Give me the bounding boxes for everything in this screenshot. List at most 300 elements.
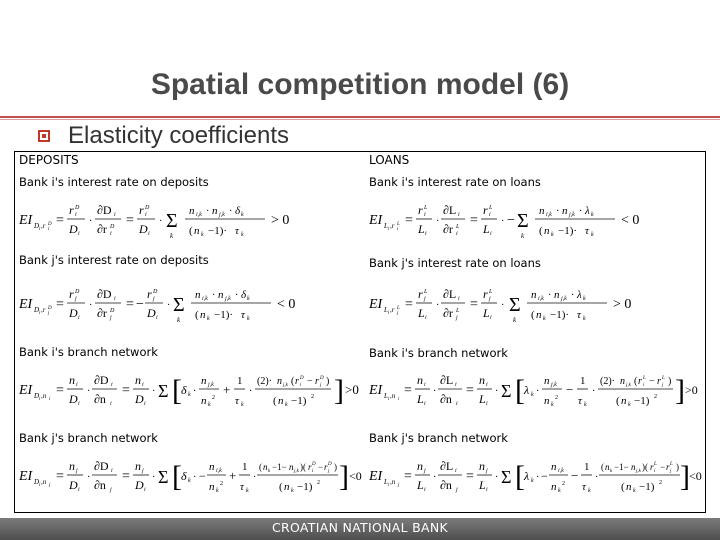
svg-text:EI: EI (19, 213, 33, 228)
svg-text:,r: ,r (41, 222, 46, 230)
svg-text:i: i (110, 231, 112, 237)
svg-text:k: k (591, 212, 594, 218)
svg-text:n: n (263, 462, 268, 472)
svg-text:D: D (48, 306, 52, 311)
svg-text:i: i (78, 231, 80, 237)
svg-text:∂r: ∂r (97, 306, 107, 320)
svg-text:∂r: ∂r (97, 222, 107, 236)
svg-text:·: · (495, 386, 499, 397)
square-bullet-icon (38, 130, 50, 142)
svg-text:i: i (388, 311, 390, 316)
svg-text:=: = (466, 469, 474, 484)
svg-text:2: 2 (311, 394, 314, 400)
svg-text:·: · (193, 386, 197, 397)
svg-text:n: n (551, 461, 557, 473)
svg-text:i: i (388, 483, 390, 488)
svg-text:∂D: ∂D (97, 203, 112, 217)
svg-text:r: r (666, 462, 670, 472)
svg-text:i: i (39, 311, 41, 316)
svg-text:·: · (501, 300, 505, 311)
svg-text:k: k (177, 316, 181, 324)
svg-text:r: r (295, 376, 299, 387)
deposits-label-2: Bank j's interest rate on deposits (19, 253, 209, 267)
svg-text:(: ( (616, 395, 620, 407)
svg-text:n: n (536, 309, 542, 321)
svg-text:n: n (544, 395, 550, 407)
svg-text:L: L (456, 224, 460, 230)
svg-text:k: k (268, 469, 271, 474)
svg-text:> 0: > 0 (613, 297, 632, 312)
svg-text:i,k: i,k (558, 468, 564, 474)
svg-text:k: k (591, 232, 594, 238)
svg-text:=: = (404, 383, 412, 398)
svg-text:D: D (34, 222, 40, 230)
svg-text:−: − (649, 376, 655, 387)
svg-text:·: · (436, 216, 440, 227)
svg-text:=: = (126, 297, 134, 312)
svg-text:L: L (397, 222, 400, 227)
svg-text:n: n (621, 395, 627, 407)
svg-text:n: n (277, 376, 282, 387)
svg-text:i: i (145, 212, 147, 218)
svg-text:·: · (495, 472, 499, 483)
svg-text:−1)·: −1)· (208, 225, 228, 237)
svg-text:i: i (48, 227, 50, 232)
svg-text:∂L: ∂L (440, 373, 454, 387)
svg-text:L: L (483, 222, 490, 236)
svg-text:i: i (456, 231, 458, 237)
svg-text:i: i (424, 401, 426, 407)
svg-text:L: L (483, 306, 490, 320)
svg-text:−: − (566, 382, 574, 397)
svg-text:D: D (139, 222, 148, 236)
svg-text:L: L (418, 306, 425, 320)
title-divider-shadow (0, 119, 720, 120)
svg-text:2: 2 (317, 480, 320, 486)
svg-text:i: i (425, 315, 427, 321)
svg-text:): ) (668, 376, 672, 387)
svg-text:]: ] (680, 460, 690, 493)
svg-text:L: L (489, 205, 493, 211)
svg-text:j: j (456, 315, 458, 321)
svg-text:1: 1 (242, 461, 248, 473)
svg-text:i: i (111, 382, 113, 388)
svg-text:k: k (531, 392, 534, 398)
svg-text:>0: >0 (345, 382, 359, 397)
svg-text:k: k (201, 232, 204, 238)
svg-text:k: k (531, 478, 534, 484)
deposits-formula-1 (19, 194, 349, 240)
svg-text:i: i (486, 401, 488, 407)
svg-text:2: 2 (654, 394, 657, 400)
svg-text:+: + (229, 468, 237, 483)
svg-text:n: n (539, 205, 545, 217)
svg-text:n: n (417, 373, 423, 387)
svg-text:i: i (75, 212, 77, 218)
svg-text:·: · (433, 472, 437, 483)
svg-text:∂n: ∂n (440, 392, 452, 406)
svg-text:2: 2 (212, 395, 215, 401)
svg-text:·: · (87, 472, 91, 483)
svg-text:L: L (384, 478, 388, 486)
svg-text:i: i (114, 296, 116, 302)
loans-formula-1 (369, 194, 699, 240)
svg-text:< 0: < 0 (621, 213, 640, 228)
svg-text:EI: EI (369, 469, 383, 484)
svg-text:,r: ,r (390, 222, 395, 230)
svg-text:k: k (247, 296, 250, 302)
svg-text:k: k (543, 316, 546, 322)
svg-text:i: i (39, 227, 41, 232)
svg-text:δ: δ (235, 205, 241, 217)
svg-text:n: n (289, 462, 294, 472)
svg-text:−1)·: −1)· (558, 225, 578, 237)
svg-text:−1)·: −1)· (550, 309, 570, 321)
svg-text:i: i (39, 397, 41, 402)
svg-text:−1): −1) (297, 481, 313, 493)
svg-text:,r: ,r (41, 306, 46, 314)
svg-text:i: i (424, 212, 426, 218)
svg-text:τ: τ (241, 309, 245, 321)
svg-text:∂L: ∂L (443, 287, 457, 301)
svg-text:·: · (152, 386, 156, 397)
svg-text:,n: ,n (41, 478, 47, 486)
svg-text:D: D (69, 478, 78, 492)
loans-formula-2 (369, 278, 699, 324)
svg-text:[: [ (172, 374, 182, 407)
svg-text:L: L (424, 205, 428, 211)
svg-text:i: i (114, 212, 116, 218)
deposits-formula-4 (19, 450, 365, 500)
svg-text:·: · (159, 216, 163, 227)
svg-text:−: − (571, 468, 579, 483)
svg-text:k: k (241, 212, 244, 218)
svg-text:·: · (433, 386, 437, 397)
svg-text:L: L (384, 222, 388, 230)
svg-text:,n: ,n (390, 478, 396, 486)
svg-text:L: L (417, 478, 424, 492)
svg-text:[: [ (515, 374, 525, 407)
svg-text:j: j (397, 311, 399, 316)
svg-text:j,k: j,k (569, 212, 575, 218)
svg-text:∂r: ∂r (443, 306, 453, 320)
svg-text:n: n (135, 373, 141, 387)
svg-text:i,k: i,k (196, 212, 202, 218)
svg-text:L: L (643, 376, 646, 381)
svg-text:=: = (470, 213, 478, 228)
svg-text:n: n (479, 373, 485, 387)
bullet-row (38, 122, 289, 150)
svg-text:L: L (654, 462, 657, 467)
svg-text:,n: ,n (41, 392, 47, 400)
svg-text:j,k: j,k (294, 469, 299, 474)
svg-text:n: n (417, 459, 423, 473)
svg-text:i: i (425, 231, 427, 237)
svg-text:i: i (148, 231, 150, 237)
svg-text:j: j (670, 469, 672, 474)
svg-text:D: D (153, 289, 158, 295)
svg-text:j: j (49, 483, 51, 488)
svg-text:i: i (489, 212, 491, 218)
svg-text:n: n (284, 481, 290, 493)
svg-text:·: · (193, 472, 197, 483)
svg-text:∂D: ∂D (94, 373, 109, 387)
svg-text:(: ( (621, 481, 625, 493)
svg-text:k: k (584, 402, 587, 408)
loans-label-2: Bank j's interest rate on loans (369, 256, 541, 270)
svg-text:k: k (633, 488, 636, 494)
svg-text:k: k (285, 402, 288, 408)
svg-text:·: · (229, 206, 233, 217)
svg-text:−: − (307, 376, 313, 387)
svg-text:]: ] (339, 460, 349, 493)
svg-text:τ: τ (585, 225, 589, 237)
svg-text:τ: τ (577, 309, 581, 321)
svg-text:D: D (110, 308, 115, 314)
svg-text:j: j (489, 296, 491, 302)
svg-text:r: r (69, 203, 74, 217)
svg-text:,n: ,n (390, 392, 396, 400)
svg-text:r: r (315, 376, 319, 387)
svg-text:n: n (531, 289, 537, 301)
svg-text:1: 1 (584, 461, 590, 473)
svg-text:r: r (657, 376, 661, 387)
svg-text:k: k (247, 316, 250, 322)
svg-text:Σ: Σ (509, 294, 521, 316)
svg-text:Σ: Σ (158, 381, 169, 401)
svg-text:j,k: j,k (208, 382, 214, 388)
svg-text:·: · (249, 386, 253, 397)
svg-text:k: k (521, 232, 525, 240)
svg-text:D: D (75, 289, 80, 295)
svg-text:·: · (235, 290, 239, 301)
svg-text:=: = (56, 383, 64, 398)
loans-heading: LOANS (369, 153, 410, 167)
loans-label-4: Bank j's branch network (369, 431, 508, 445)
svg-text:n: n (209, 461, 215, 473)
svg-text:Σ: Σ (517, 210, 529, 232)
svg-text:n: n (554, 289, 560, 301)
svg-text:=: = (404, 469, 412, 484)
elasticity-panel (14, 151, 706, 513)
svg-text:·: · (548, 290, 552, 301)
svg-text:D: D (34, 478, 40, 486)
svg-text:i: i (39, 483, 41, 488)
svg-text:∂L: ∂L (443, 203, 457, 217)
svg-text:Σ: Σ (501, 381, 512, 401)
deposits-label-1: Bank i's interest rate on deposits (19, 175, 209, 189)
svg-text:L: L (424, 289, 428, 295)
svg-text:1: 1 (580, 375, 586, 387)
svg-text:i,k: i,k (202, 296, 208, 302)
svg-text:·: · (253, 472, 257, 483)
svg-text:k: k (551, 402, 554, 408)
svg-text:j: j (142, 468, 144, 474)
svg-text:k: k (207, 316, 210, 322)
svg-text:D: D (34, 392, 40, 400)
loans-label-3: Bank i's branch network (369, 346, 508, 360)
svg-text:k: k (170, 232, 174, 240)
svg-text:·: · (536, 472, 540, 483)
svg-text:·: · (167, 300, 171, 311)
svg-text:i: i (78, 487, 80, 493)
svg-text:·: · (592, 386, 596, 397)
svg-text:2: 2 (555, 395, 558, 401)
svg-text:r: r (650, 462, 654, 472)
svg-text:j: j (328, 469, 330, 474)
svg-text:τ: τ (578, 395, 582, 407)
svg-text:< 0: < 0 (277, 297, 296, 312)
svg-text:δ: δ (181, 383, 187, 397)
title-divider (0, 116, 720, 118)
svg-text:i: i (49, 397, 51, 402)
svg-text:∂n: ∂n (94, 392, 106, 406)
svg-text:L: L (479, 392, 486, 406)
svg-text:+: + (223, 382, 231, 397)
svg-text:k: k (246, 488, 249, 494)
svg-text:=: = (56, 297, 64, 312)
svg-text:k: k (188, 478, 191, 484)
svg-text:r: r (69, 287, 74, 301)
svg-text:): ) (676, 462, 679, 472)
svg-text:EI: EI (19, 297, 33, 312)
svg-text:r: r (483, 287, 488, 301)
svg-text:D: D (48, 222, 52, 227)
bullet-text: Elasticity coefficients (68, 122, 289, 149)
svg-text:k: k (558, 488, 561, 494)
svg-text:(: ( (259, 462, 262, 472)
svg-text:Σ: Σ (501, 467, 512, 487)
svg-text:L: L (489, 289, 493, 295)
svg-text:i: i (76, 382, 78, 388)
svg-text:(: ( (189, 225, 193, 237)
svg-text:i,k: i,k (546, 212, 552, 218)
svg-text:·: · (536, 386, 540, 397)
svg-text:D: D (300, 376, 304, 381)
svg-text:i: i (78, 401, 80, 407)
svg-text:−: − (507, 213, 515, 228)
svg-text:i: i (397, 227, 399, 232)
svg-text:L: L (397, 306, 400, 311)
svg-text:j: j (48, 311, 50, 316)
svg-text:i: i (643, 383, 645, 388)
svg-text:<0: <0 (689, 469, 702, 483)
svg-text:j,k: j,k (283, 383, 288, 388)
svg-text:∂r: ∂r (443, 222, 453, 236)
svg-text:D: D (69, 222, 78, 236)
svg-text:n: n (544, 225, 550, 237)
svg-text:=: = (405, 213, 413, 228)
svg-text:n: n (135, 459, 141, 473)
svg-text:n: n (201, 375, 207, 387)
svg-text:∂D: ∂D (97, 287, 112, 301)
svg-text:k: k (610, 469, 613, 474)
svg-text:−: − (318, 462, 324, 472)
svg-text:EI: EI (19, 383, 33, 398)
svg-text:r: r (418, 287, 423, 301)
svg-text:n: n (200, 309, 206, 321)
svg-text:i: i (458, 296, 460, 302)
svg-text:k: k (583, 296, 586, 302)
svg-text:−1−: −1− (272, 462, 287, 472)
svg-text:j,k: j,k (636, 469, 641, 474)
svg-text:D: D (34, 306, 40, 314)
svg-text:k: k (588, 488, 591, 494)
svg-text:=: = (56, 213, 64, 228)
svg-text:·: · (212, 290, 216, 301)
svg-text:D: D (135, 478, 144, 492)
svg-text:i: i (486, 487, 488, 493)
svg-text:r: r (638, 376, 642, 387)
slide-title: Spatial competition model (6) (150, 68, 570, 101)
svg-text:i: i (312, 469, 314, 474)
svg-text:−1): −1) (639, 481, 655, 493)
svg-text:L: L (417, 392, 424, 406)
deposits-heading: DEPOSITS (19, 153, 79, 167)
svg-text:)(: )( (642, 462, 648, 472)
svg-text:L: L (384, 306, 388, 314)
loans-formula-3 (369, 364, 703, 414)
svg-text:j: j (76, 468, 78, 474)
svg-text:D: D (328, 462, 332, 467)
svg-text:]: ] (675, 374, 685, 407)
svg-text:,r: ,r (390, 306, 395, 314)
svg-text:L: L (479, 478, 486, 492)
svg-text:k: k (291, 488, 294, 494)
svg-text:k: k (216, 488, 219, 494)
svg-text:j: j (424, 296, 426, 302)
svg-text:(: ( (279, 481, 283, 493)
svg-text:r: r (324, 462, 328, 472)
svg-text:L: L (384, 392, 388, 400)
svg-text:n: n (278, 395, 284, 407)
svg-text:Σ: Σ (173, 294, 185, 316)
svg-text:(: ( (273, 395, 277, 407)
deposits-formula-2 (19, 278, 349, 324)
svg-text:> 0: > 0 (271, 213, 290, 228)
svg-text:r: r (308, 462, 312, 472)
svg-text:n: n (620, 376, 625, 387)
svg-text:=: = (466, 383, 474, 398)
svg-text:i: i (654, 469, 656, 474)
svg-text:n: n (631, 462, 636, 472)
svg-text:(: ( (291, 376, 295, 387)
svg-text:i: i (156, 315, 158, 321)
svg-text:n: n (605, 462, 610, 472)
svg-text:k: k (241, 402, 244, 408)
svg-text:>0: >0 (685, 383, 698, 397)
svg-text:·: · (89, 216, 93, 227)
svg-text:EI: EI (369, 383, 383, 398)
svg-text:n: n (209, 481, 215, 493)
svg-text:n: n (218, 289, 224, 301)
svg-text:2: 2 (220, 481, 223, 487)
svg-text:i: i (456, 401, 458, 407)
svg-text:k: k (208, 402, 211, 408)
svg-text:i: i (110, 401, 112, 407)
loans-formula-4 (369, 450, 703, 500)
svg-text:n: n (69, 459, 75, 473)
svg-text:j: j (110, 315, 112, 321)
svg-text:n: n (479, 459, 485, 473)
svg-text:n: n (201, 395, 207, 407)
svg-text:D: D (312, 462, 316, 467)
svg-text:j: j (110, 487, 112, 493)
svg-text:Σ: Σ (158, 467, 169, 487)
svg-text:(2)·: (2)· (600, 376, 615, 387)
svg-text:(: ( (531, 309, 535, 321)
svg-text:j: j (456, 487, 458, 493)
